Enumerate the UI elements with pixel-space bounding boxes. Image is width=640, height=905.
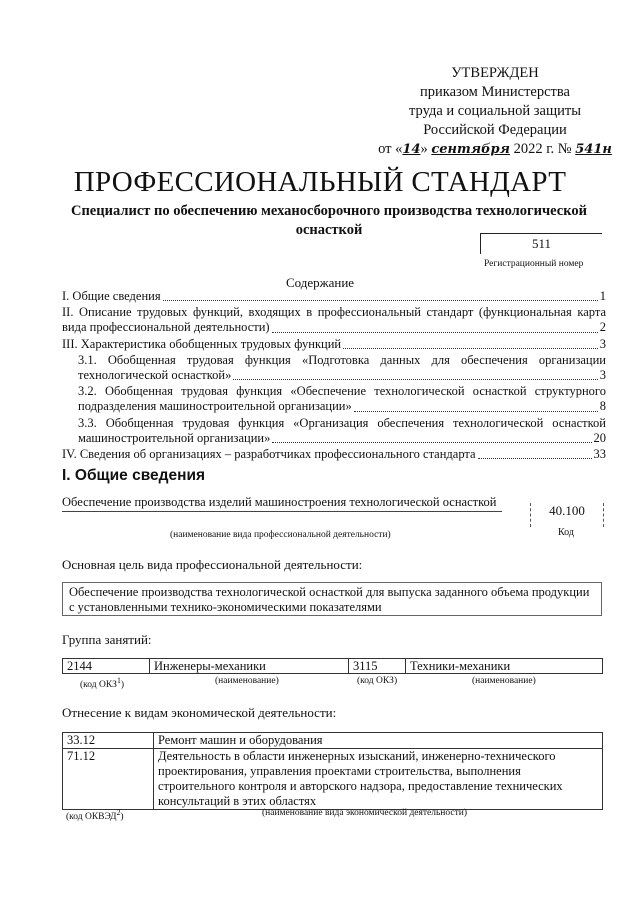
toc-page-number: 33	[593, 447, 606, 462]
date-mid: »	[420, 141, 432, 157]
toc-page-number: 20	[593, 430, 606, 445]
econ-name-cell: Деятельность в области инженерных изысканий, инженерно-технического проектирования, управления проектами строительства, выполнения строительного контроля и авторского надзора, предоставление технических консультаций в этих областях	[154, 749, 603, 810]
caption-text: )	[120, 680, 125, 691]
date-prefix: от «	[378, 141, 403, 157]
okz-code-cell: 3115	[349, 659, 406, 674]
econ-activity-table	[62, 732, 603, 810]
activity-caption: (наименование вида профессиональной деятельности)	[170, 530, 391, 540]
toc-entry-text: 3.2. Обобщенная трудовая функция «Обеспечение технологической оснасткой структурного	[78, 384, 606, 399]
okved-code-cell: 71.12	[63, 749, 154, 810]
econ-name-cell: Ремонт машин и оборудования	[154, 733, 603, 749]
code-caption: Код	[558, 527, 574, 538]
toc-entry[interactable]	[62, 353, 606, 383]
goal-label: Основная цель вида профессиональной деятельности:	[62, 557, 363, 572]
okved-caption	[66, 808, 124, 822]
okz-code-cell: 2144	[63, 659, 150, 674]
toc-entry-text: машиностроительной организации»	[78, 430, 271, 445]
toc-entry[interactable]	[62, 305, 606, 335]
toc-entry-text: подразделения машиностроительной организации»	[78, 399, 352, 414]
toc-page-number: 1	[599, 289, 606, 303]
activity-name: Обеспечение производства изделий машиностроения технологической оснасткой	[62, 495, 502, 512]
toc-title: Содержание	[285, 275, 355, 290]
toc-page-number: 2	[599, 320, 606, 335]
footnote-mark: 1	[116, 676, 121, 685]
footnote-mark: 2	[116, 808, 121, 817]
approval-date-line	[370, 140, 620, 159]
toc-leader	[233, 379, 597, 380]
activity-code-value: 40.100	[549, 503, 585, 518]
approval-line: приказом Министерства	[420, 84, 570, 100]
toc-entry-text: IV. Сведения об организациях – разработчиках профессионального стандарта	[62, 447, 476, 462]
toc-entry[interactable]	[62, 289, 606, 304]
caption-text: )	[120, 812, 124, 823]
occupation-name-cell: Техники-механики	[406, 659, 603, 674]
toc-entry-text: III. Характеристика обобщенных трудовых функций	[62, 336, 342, 351]
toc-entry-text: 3.1. Обобщенная трудовая функция «Подготовка данных для обеспечения организации	[78, 352, 606, 367]
toc-leader	[478, 458, 592, 459]
toc-entry[interactable]	[62, 416, 606, 446]
activity-code	[530, 503, 604, 527]
toc-leader	[272, 442, 591, 443]
registration-caption: Регистрационный номер	[484, 259, 584, 269]
document-title: ПРОФЕССИОНАЛЬНЫЙ СТАНДАРТ	[73, 166, 567, 198]
name-caption: (наименование)	[472, 676, 536, 686]
okz-caption: (код ОКЗ)	[357, 676, 398, 686]
caption-text: (код ОКЗ	[80, 680, 117, 691]
toc-entry-text: вида профессиональной деятельности)	[62, 320, 270, 335]
toc-page-number: 8	[599, 399, 606, 414]
approval-line: труда и социальной защиты	[409, 103, 581, 119]
econ-name-caption: (наименование вида экономической деятельности)	[262, 808, 467, 818]
approval-title: УТВЕРЖДЕН	[451, 65, 539, 81]
toc-entry-text: II. Описание трудовых функций, входящих в профессиональный стандарт (функциональная карта	[62, 305, 606, 320]
okz-caption	[80, 676, 124, 690]
occupation-table	[62, 658, 603, 674]
toc-page-number: 3	[599, 368, 606, 383]
econ-label: Отнесение к видам экономической деятельности:	[62, 705, 337, 720]
handwritten-order-number: 541н	[575, 142, 612, 157]
toc-page-number: 3	[599, 336, 606, 351]
occupation-name-cell: Инженеры-механики	[150, 659, 349, 674]
registration-number-box: 511	[480, 233, 602, 254]
date-year: 2022 г. №	[509, 141, 576, 157]
toc-entry[interactable]	[62, 337, 606, 352]
table-of-contents	[62, 289, 606, 463]
table-row	[63, 749, 603, 810]
handwritten-month: сентября	[431, 142, 510, 157]
table-row	[63, 659, 603, 674]
toc-entry[interactable]	[62, 384, 606, 414]
table-row	[63, 733, 603, 749]
toc-leader	[354, 411, 598, 412]
toc-entry-text: I. Общие сведения	[62, 289, 161, 303]
name-caption: (наименование)	[215, 676, 279, 686]
toc-leader	[343, 348, 598, 349]
occupation-label: Группа занятий:	[62, 632, 152, 647]
toc-entry-text: технологической оснасткой»	[78, 368, 232, 383]
section-heading: I. Общие сведения	[62, 467, 206, 484]
goal-text: Обеспечение производства технологической оснасткой для выпуска заданного объема продукции с установленными технико-экономическими показателями	[62, 582, 602, 616]
toc-leader	[272, 332, 598, 333]
handwritten-day: 14	[402, 142, 421, 157]
approval-block	[370, 64, 620, 159]
caption-text: (код ОКВЭД	[66, 812, 117, 823]
toc-entry-text: 3.3. Обобщенная трудовая функция «Организация обеспечения технологической оснасткой	[78, 415, 606, 430]
document-subtitle: Специалист по обеспечению механосборочного производства технологической оснасткой	[70, 203, 587, 238]
approval-line: Российской Федерации	[423, 122, 567, 138]
toc-leader	[163, 300, 598, 301]
okved-code-cell: 33.12	[63, 733, 154, 749]
toc-entry[interactable]	[62, 447, 606, 462]
